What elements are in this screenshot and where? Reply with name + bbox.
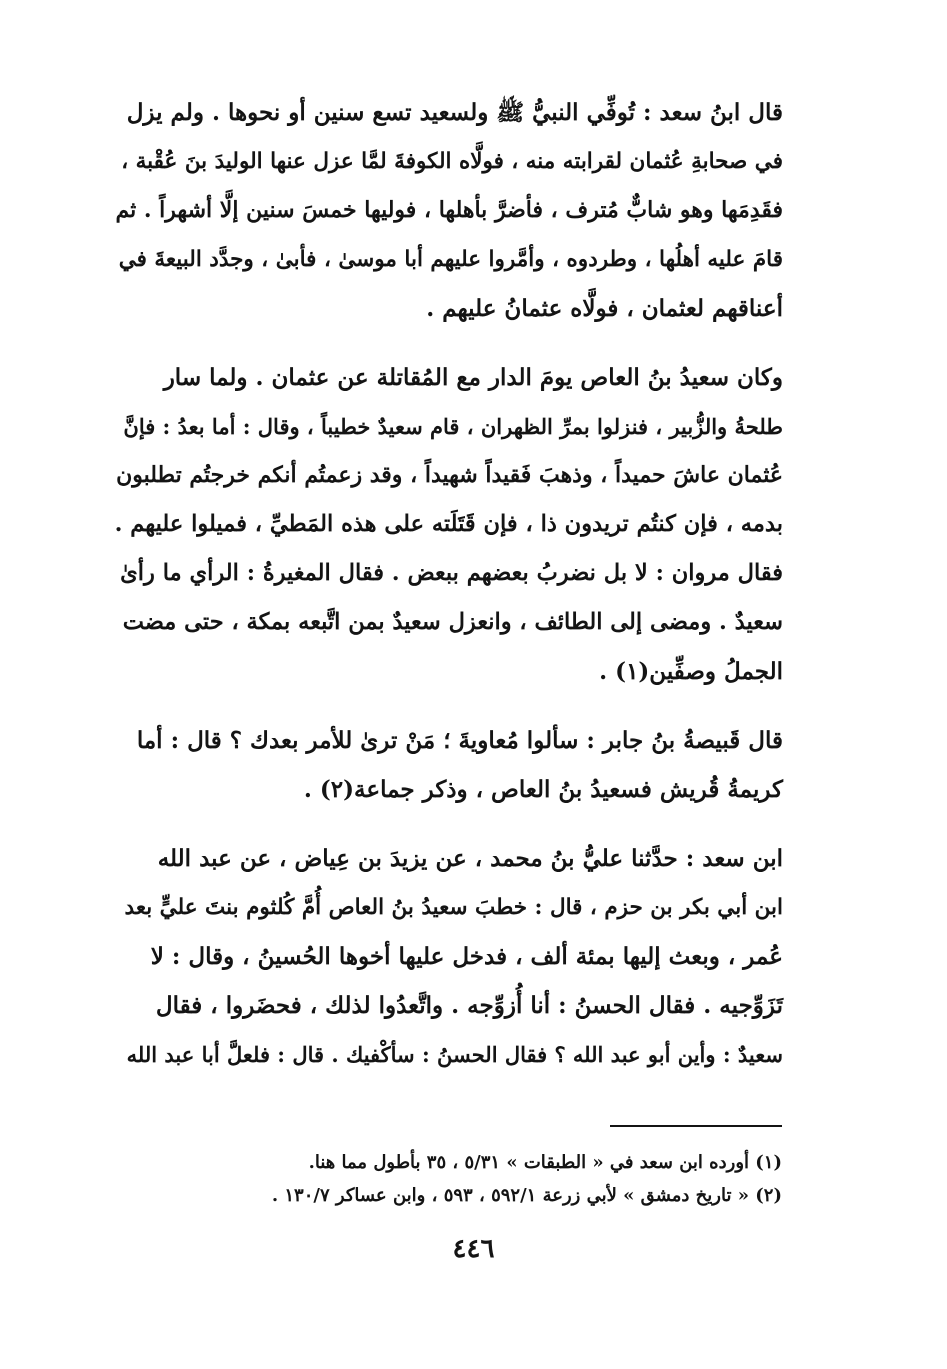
paragraph-2 — [115, 353, 783, 696]
text-line: وكان سعيدُ بنُ العاص يومَ الدار مع المُقاتلة عن عثمان . ولما سار — [163, 364, 783, 391]
text-line: بدمه ، فإن كنتُم تريدون ذا ، فإن قَتَلَته على هذه المَطيِّ ، فميلوا عليهم . — [114, 511, 783, 537]
footnotes — [200, 1146, 782, 1212]
text-line: ابن سعد : حدَّثنا عليُّ بنُ محمد ، عن يزيدَ بن عِياض ، عن عبد الله — [157, 845, 783, 872]
text-line: أعناقهم لعثمان ، فولَّاه عثمانُ عليهم . — [426, 295, 783, 322]
text-line: تَزَوِّجيه . فقال الحسنُ : أنا أُزوِّجه . واتَّعدُوا لذلك ، فحضَروا ، فقال — [155, 992, 783, 1019]
main-text — [115, 88, 783, 1079]
text-line: سعيدٌ : وأين أبو عبد الله ؟ فقال الحسنُ : سأكْفيك . قال : فلعلَّ أبا عبد الله — [126, 1042, 783, 1067]
text-line: قامَ عليه أهلُها ، وطردوه ، وأمَّروا عليهم أبا موسىٰ ، فأبىٰ ، وجدَّد البيعةَ في — [118, 247, 783, 272]
text-line: قال ابنُ سعد : تُوفِّي النبيُّ ﷺ ولسعيد تسع سنين أو نحوها . ولم يزل — [126, 99, 783, 126]
text-line: في صحابةِ عُثمان لقرابته منه ، فولَّاه الكوفةَ لمَّا عزل عنها الوليدَ بنَ عُقْبة ، — [121, 149, 783, 174]
text-line: ابن أبي بكر بن حزم ، قال : خطبَ سعيدُ بنُ العاص أُمَّ كُلثوم بنتَ عليٍّ بعد — [124, 895, 783, 920]
text-line: قال قَبيصةُ بنُ جابر : سألوا مُعاويةَ ؛ مَنْ ترىٰ للأمر بعدك ؟ قال : أما — [136, 727, 783, 754]
paragraph-4 — [115, 834, 783, 1079]
text-line: كريمةُ قُريش فسعيدُ بنُ العاص ، وذكر جماعة(٢) . — [303, 776, 783, 803]
text-line: عُثمان عاشَ حميداً ، وذهبَ فَقيداً شهيداً ، وقد زعمتُم أنكم خرجتُم تطلبون — [116, 462, 783, 488]
page-number: ٤٤٦ — [452, 1234, 495, 1264]
text-line: فقَدِمَها وهو شابٌّ مُترف ، فأضرَّ بأهلها ، فوليها خمسَ سنين إلَّا أشهراً . ثم — [115, 197, 783, 223]
text-line: فقال مروان : لا بل نضربُ بعضهم ببعض . فقال المغيرةُ : الرأي ما رأىٰ — [120, 560, 783, 586]
text-line: سعيدٌ . ومضى إلى الطائف ، وانعزل سعيدٌ بمن اتَّبعه بمكة ، حتى مضت — [122, 609, 783, 635]
text-line: عُمر ، وبعث إليها بمئة ألف ، فدخل عليها أخوها الحُسينُ ، وقال : لا — [150, 943, 783, 970]
footnote-separator — [610, 1125, 782, 1127]
footnote-1: (١) أورده ابن سعد في « الطبقات » ٥/٣١ ، ٣٥ بأطول مما هنا. — [308, 1152, 782, 1173]
footnote-2: (٢) « تاريخ دمشق » لأبي زرعة ٥٩٢/١ ، ٥٩٣ ، وابن عساكر ١٣٠/٧ . — [271, 1185, 782, 1206]
paragraph-1 — [115, 88, 783, 333]
paragraph-3 — [115, 716, 783, 814]
text-line: طلحةُ والزُّبير ، فنزلوا بمرِّ الظهران ، قام سعيدٌ خطيباً ، وقال : أما بعدُ : فإنَّ — [123, 414, 783, 439]
text-line: الجملُ وصفِّين(١) . — [599, 658, 783, 685]
